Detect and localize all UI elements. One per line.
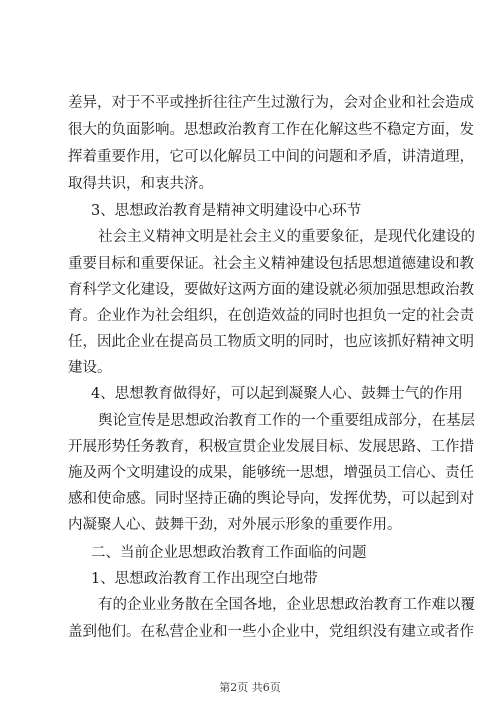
text-line: 社会主义精神文明是社会主义的重要象征，是现代化建设的 [98, 229, 475, 245]
text-line: 施及两个文明建设的成果，能够统一思想，增强员工信心、责任 [68, 465, 474, 481]
section-heading: 二、当前企业思想政治教育工作面临的问题 [91, 545, 367, 561]
text-line: 建设。 [68, 360, 112, 376]
text-line: 开展形势任务教育，积极宣贯企业发展目标、发展思路、工作措 [68, 439, 474, 455]
section-heading: 4、思想教育做得好，可以起到凝聚人心、鼓舞士气的作用 [91, 386, 463, 402]
text-line: 内凝聚人心、鼓舞干劲，对外展示形象的重要作用。 [68, 517, 402, 533]
text-line: 感和使命感。同时坚持正确的舆论导向，发挥优势，可以起到对 [68, 491, 474, 507]
text-line: 取得共识，和衷共济。 [68, 176, 213, 192]
text-line: 重要目标和重要保证。社会主义精神建设包括思想道德建设和教 [68, 256, 474, 272]
text-line: 差异，对于不平或挫折往往产生过激行为，会对企业和社会造成 [68, 95, 474, 111]
text-line: 挥着重要作用，它可以化解员工中间的问题和矛盾，讲清道理， [68, 149, 474, 165]
text-line: 育。企业作为社会组织，在创造效益的同时也担负一定的社会责 [68, 308, 474, 324]
text-line: 育科学文化建设，要做好这两方面的建设就必须加强思想政治教 [68, 282, 474, 298]
text-line: 舆论宣传是思想政治教育工作的一个重要组成部分，在基层 [98, 413, 475, 429]
section-heading: 3、思想政治教育是精神文明建设中心环节 [91, 203, 362, 219]
text-line: 很大的负面影响。思想政治教育工作在化解这些不稳定方面，发 [68, 122, 474, 138]
section-heading: 1、思想政治教育工作出现空白地带 [91, 571, 318, 587]
text-line: 任，因此企业在提高员工物质文明的同时，也应该抓好精神文明 [68, 334, 474, 350]
text-line: 盖到他们。在私营企业和一些小企业中，党组织没有建立或者作 [68, 624, 474, 640]
text-line: 有的企业业务散在全国各地，企业思想政治教育工作难以覆 [98, 597, 475, 613]
page-footer: 第2页 共6页 [219, 681, 281, 694]
